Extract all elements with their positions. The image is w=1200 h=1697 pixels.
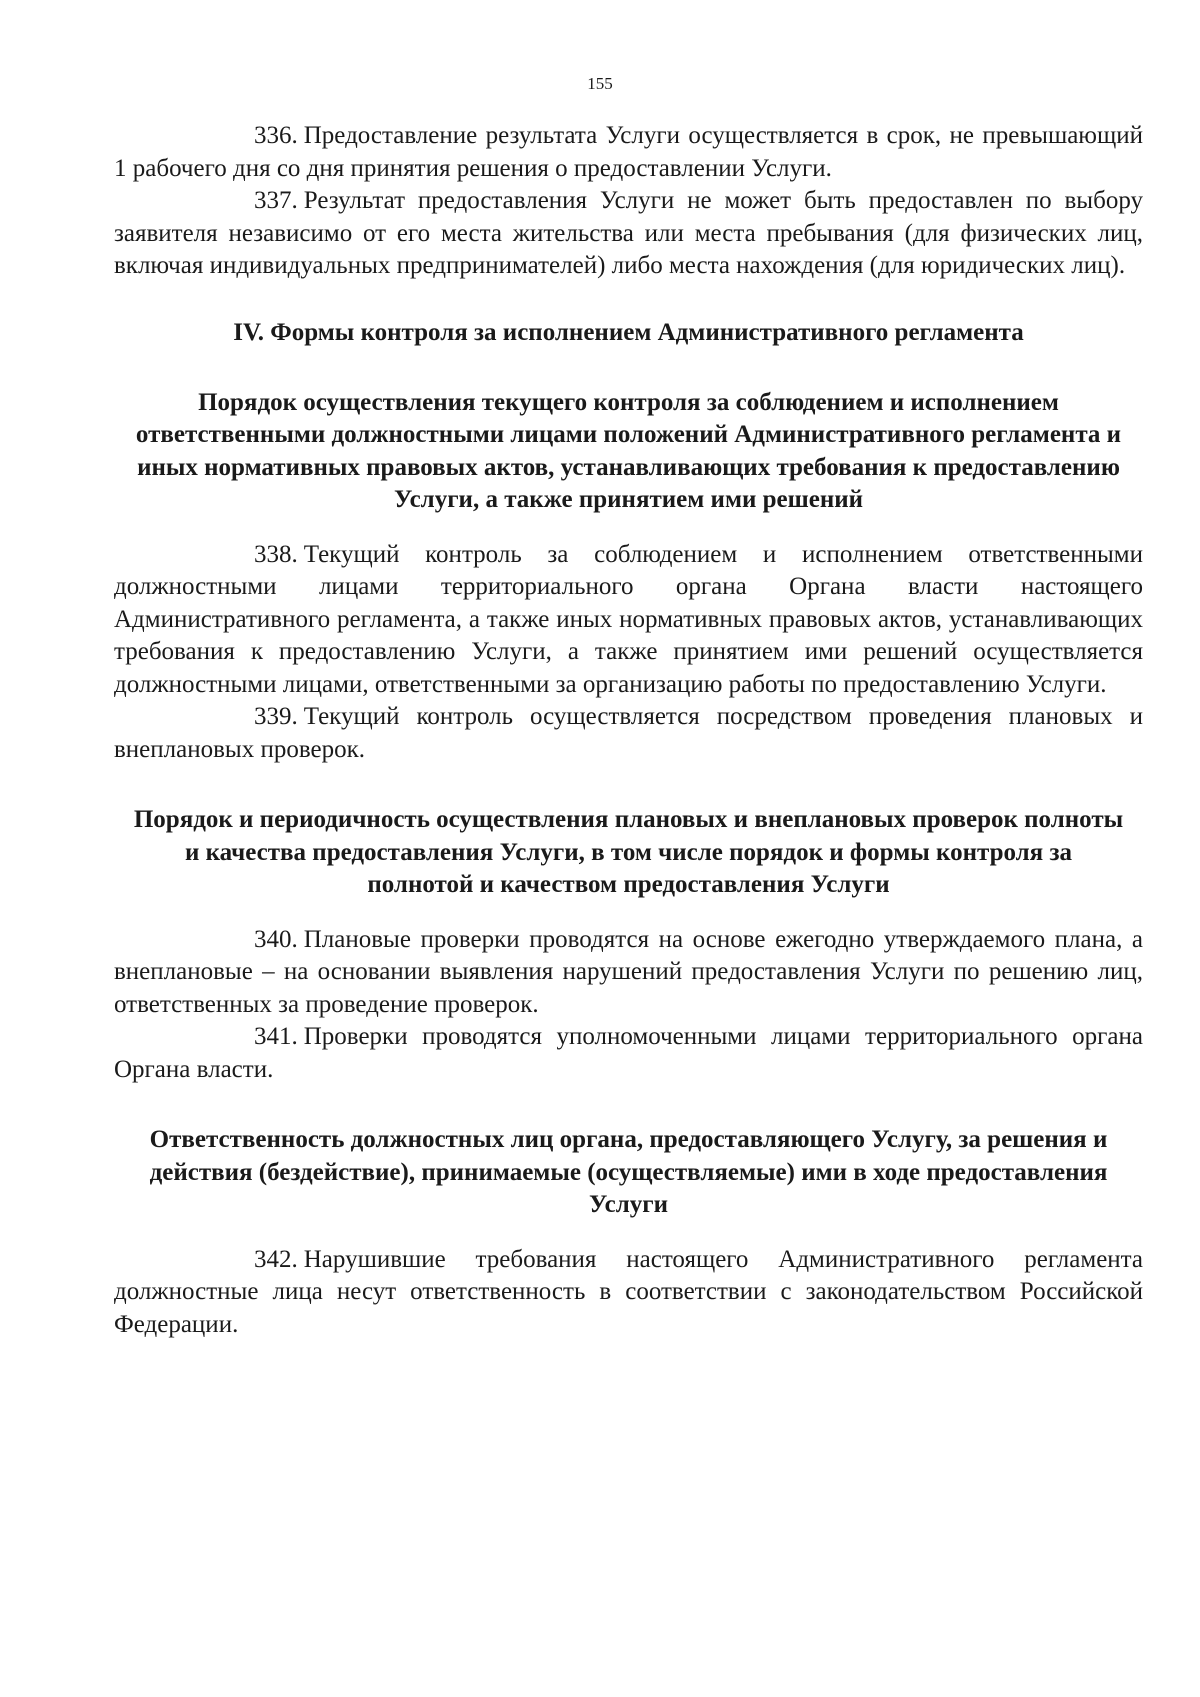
paragraph-number: 339. xyxy=(254,703,298,730)
paragraph-text: Предоставление результата Услуги осуществляется в срок, не превышающий 1 рабочего дня со дня принятия решения о предоставлении Услуги. xyxy=(114,122,1143,182)
paragraph-number: 340. xyxy=(254,925,298,953)
paragraph-339 xyxy=(114,701,1143,766)
subsection-body-current-control xyxy=(114,539,1143,767)
paragraph-text: Результат предоставления Услуги не может быть предоставлен по выбору заявителя независимо от его места жительства или места пребывания (для физических лиц, включая индивидуальных предпринимателей) либо места нахождения (для юридических лиц). xyxy=(114,187,1143,279)
subsection-title-current-control: Порядок осуществления текущего контроля за соблюдением и исполнением ответственными должностными лицами положений Административного регламента и иных нормативных правовых актов, устанавливающих требования к предоставлению Услуги, а также принятием ими решений xyxy=(135,388,1122,513)
paragraph-342 xyxy=(114,1244,1143,1342)
paragraph-number: 342. xyxy=(254,1245,298,1273)
paragraph-338 xyxy=(114,539,1143,702)
paragraph-340 xyxy=(114,924,1143,1022)
paragraph-text: Нарушившие требования настоящего Административного регламента должностные лица несут ответственность в соответствии с законодательством Российской Федерации. xyxy=(114,1245,1143,1338)
paragraph-number: 338. xyxy=(254,540,298,568)
paragraph-337 xyxy=(114,185,1143,283)
subsection-body-inspections xyxy=(114,924,1143,1087)
paragraph-text: Проверки проводятся уполномоченными лицами территориального органа Органа власти. xyxy=(114,1023,1143,1083)
section-title: IV. Формы контроля за исполнением Административного регламента xyxy=(233,318,1024,346)
subsection-title-inspections: Порядок и периодичность осуществления плановых и внеплановых проверок полноты и качества предоставления Услуги, в том числе порядок и формы контроля за полнотой и качеством предоставления Услуги xyxy=(133,806,1124,898)
page-content xyxy=(114,120,1143,1341)
paragraph-number: 337. xyxy=(254,187,298,214)
paragraph-number: 341. xyxy=(254,1023,298,1050)
paragraph-text: Текущий контроль осуществляется посредством проведения плановых и внеплановых проверок. xyxy=(114,703,1143,763)
paragraph-336 xyxy=(114,120,1143,185)
paragraph-text: Плановые проверки проводятся на основе ежегодно утверждаемого плана, а внеплановые – на основании выявления нарушений предоставления Услуги по решению лиц, ответственных за проведение проверок. xyxy=(114,925,1143,1018)
paragraph-text: Текущий контроль за соблюдением и исполнением ответственными должностными лицами территориального органа Органа власти настоящего Административного регламента, а также иных нормативных правовых актов, устанавливающих требования к предоставлению Услуги, а также принятием ими решений осуществляется должностными лицами, ответственными за организацию работы по предоставлению Услуги. xyxy=(114,540,1143,698)
paragraph-number: 336. xyxy=(254,122,298,149)
paragraph-341 xyxy=(114,1021,1143,1086)
subsection-body-responsibility xyxy=(114,1244,1143,1342)
page-number: 155 xyxy=(587,74,613,93)
subsection-title-responsibility: Ответственность должностных лиц органа, предоставляющего Услугу, за решения и действия (бездействие), принимаемые (осуществляемые) ими в ходе предоставления Услуги xyxy=(149,1126,1108,1218)
